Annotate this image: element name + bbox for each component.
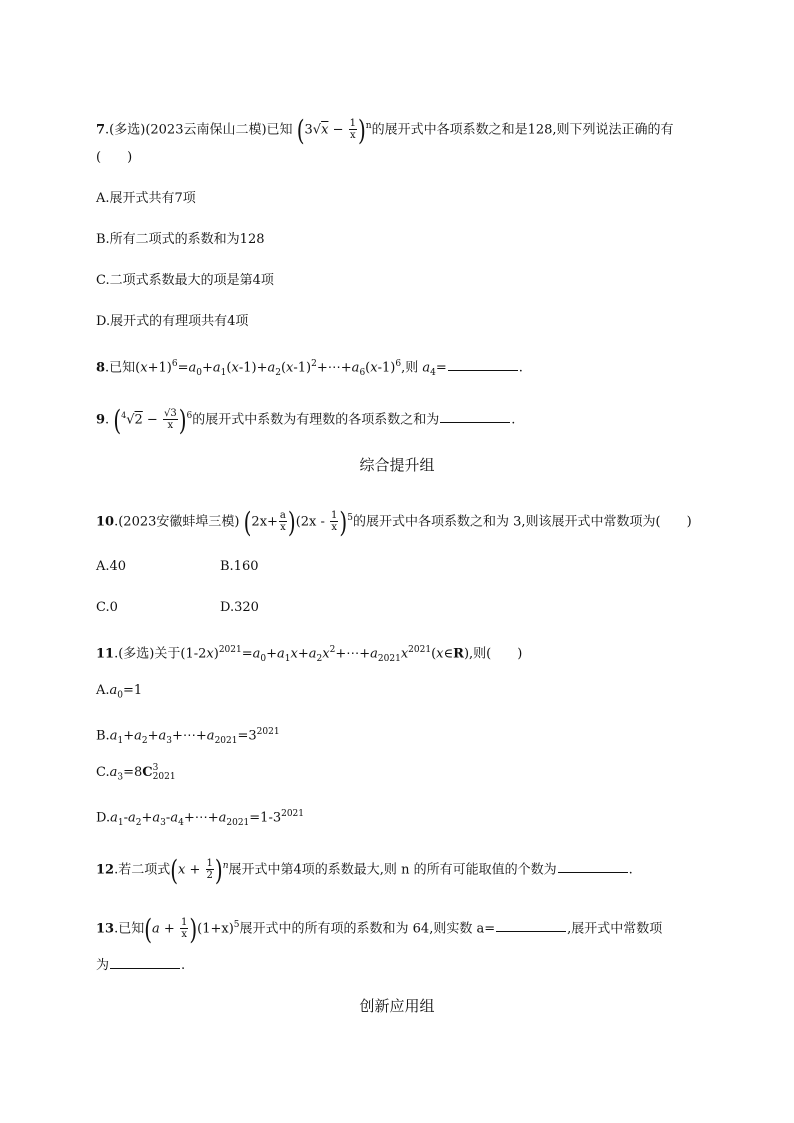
answer-blank [448, 358, 518, 371]
option-a: A.展开式共有7项 [96, 191, 196, 206]
option-a: $A.a_0=1$ [96, 683, 143, 701]
question-12: 12.若二项式(x + $\frac{1}{2}$ )$^n$展开式中第4项的系数最大,则 n 的所有可能取值的个数为 . [96, 853, 633, 887]
option-d: D.展开式的有理项共有4项 [96, 314, 249, 329]
answer-blank [496, 919, 566, 932]
question-prefix: .(多选)(2023云南保山二模)已知 [105, 122, 293, 138]
option-d: $D.a_1-a_2+a_3-a_4+\cdots+a_{2021}=1-3^{2021}$ [96, 809, 305, 828]
option-c: $C.a_3=8C$ 3 2021 [96, 762, 176, 783]
answer-blank [558, 860, 628, 873]
question-11: 11.(多选)关于$(1-2x)^{2021}=a_0+a_1x+a_2x^2+\cdots+a_{2021}x^{2021}(x\in R)$,则( ) [96, 645, 523, 664]
option-c: C.二项式系数最大的项是第4项 [96, 273, 274, 288]
question-13-line2: 为 . [96, 958, 186, 973]
fraction: $\frac{1}{x}$ [349, 118, 356, 142]
option-a: A.40 [96, 559, 127, 574]
answer-paren: ( ) [96, 150, 133, 165]
section-title: 创新应用组 [359, 997, 435, 1015]
question-suffix: 的展开式中各项系数之和是128,则下列说法正确的有 [371, 122, 674, 138]
options-row-1 [96, 557, 259, 577]
question-8: 8.已知$(x+1)^6=a_0+a_1(x-1)+a_2(x-1)^2+\cdots+a_6(x-1)^6$,则 $a_4=$ . [96, 359, 523, 378]
fraction: $\frac{√3}{x}$ [163, 408, 177, 432]
answer-blank [440, 410, 510, 423]
option-c: C.0 [96, 600, 118, 615]
question-9: 9. ($^4$√2 − $\frac{√3}{x}$ )$^6$的展开式中系数为有理数的各项系数之和为 . [96, 403, 516, 437]
section-title: 综合提升组 [359, 456, 435, 474]
option-d: D.320 [220, 600, 259, 615]
option-b: B.160 [220, 559, 259, 574]
question-13: 13.已知(a + $\frac{1}{x}$ )$(1+x)^5$展开式中的所有项的系数和为 64,则实数 a= ,展开式中常数项 [96, 912, 663, 946]
option-b: B.所有二项式的系数和为128 [96, 232, 265, 247]
question-7: 7.(多选)(2023云南保山二模)已知 (3√x − $\frac{1}{x}$ )$^n$的展开式中各项系数之和是128,则下列说法正确的有 [96, 113, 674, 147]
question-10: 10.(2023安徽蚌埠三模) (2x+ $\frac{a}{x}$ )(2x - $\frac{1}{x}$ )$^5$的展开式中各项系数之和为 3,则该展开式中常数项为( ) [96, 505, 692, 539]
question-number: 7 [96, 122, 106, 138]
answer-blank [110, 956, 180, 969]
options-row-2 [96, 598, 259, 618]
option-b: $B.a_1+a_2+a_3+\cdots+a_{2021}=3^{2021}$ [96, 727, 280, 746]
